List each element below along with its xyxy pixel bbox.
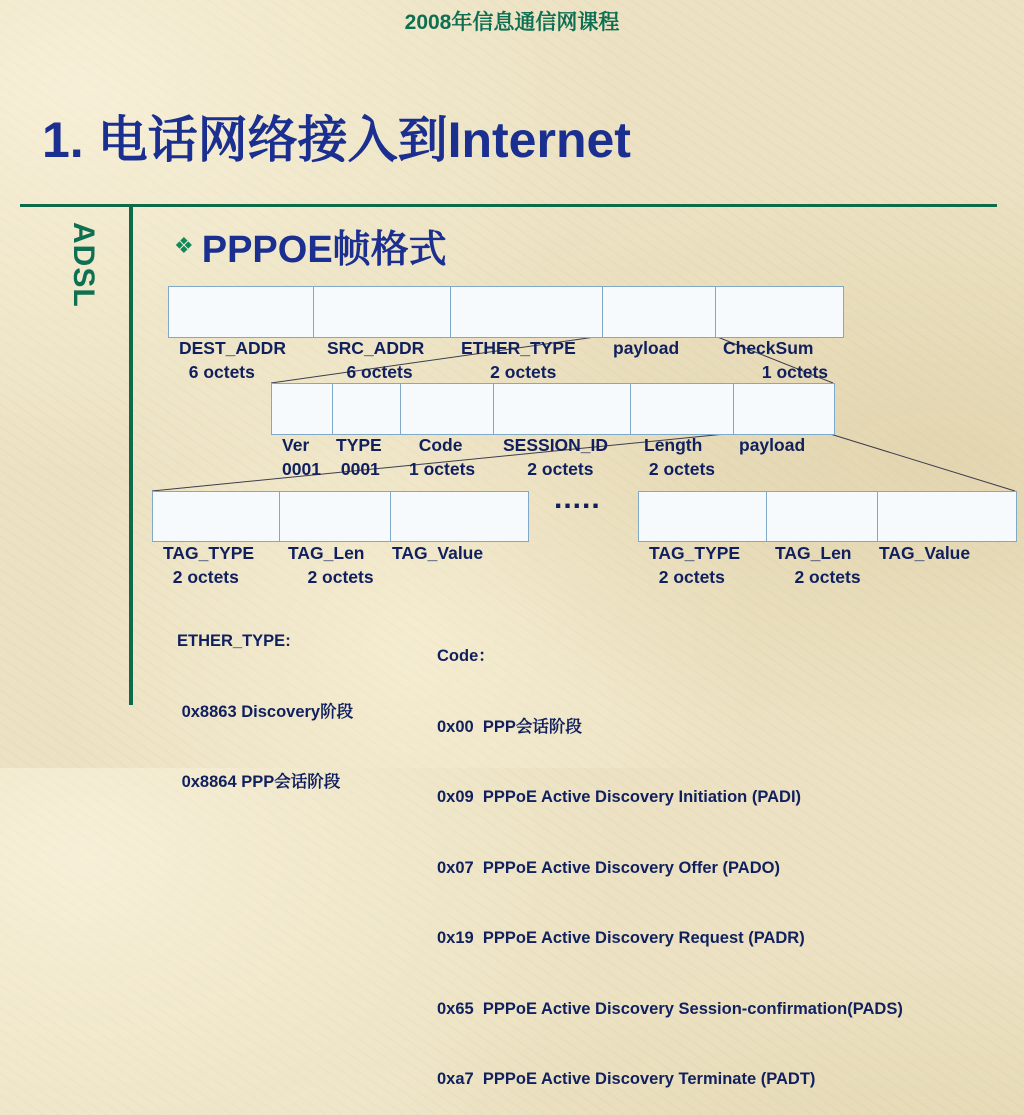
ether-type-line: 0x8863 Discovery阶段 (177, 702, 354, 721)
code-line: 0x09 PPPoE Active Discovery Initiation (PADI) (437, 788, 802, 806)
slide-title: 1. 电话网络接入到Internet (42, 112, 631, 168)
tag-fields-diagram-right (638, 491, 1017, 587)
field-ver: Ver 0001 (272, 384, 333, 434)
code-line: 0xa7 PPPoE Active Discovery Terminate (PADT) (437, 1070, 816, 1088)
diamond-bullet-icon: ❖ (174, 232, 194, 258)
course-title-banner: 2008年信息通信网课程 (404, 11, 620, 34)
side-label-adsl: ADSL (67, 222, 100, 308)
field-tag-type: TAG_TYPE 2 octets (153, 492, 280, 541)
field-tag-value: TAG_Value (392, 543, 484, 563)
field-dest-addr: DEST_ADDR 6 octets (169, 287, 314, 337)
ether-type-line: 0x8864 PPP会话阶段 (177, 773, 341, 791)
connector-payload-right-2 (827, 433, 1015, 491)
field-length: Length 2 octets (631, 384, 734, 434)
code-line: 0x00 PPP会话阶段 (437, 717, 582, 736)
field-checksum: CheckSum 1 octets (723, 338, 829, 382)
field-src-addr: SRC_ADDR 6 octets (314, 287, 451, 337)
field-session-id: SESSION_ID 2 octets (494, 384, 631, 434)
field-tag-len: TAG_Len 2 octets (767, 492, 878, 541)
field-payload: payload (603, 287, 716, 337)
bullet-text: PPPOE帧格式 (201, 229, 447, 271)
field-tag-len: TAG_Len 2 octets (280, 492, 391, 541)
code-heading: Code： (437, 647, 495, 665)
ethernet-frame-diagram (168, 286, 844, 382)
code-line: 0x65 PPPoE Active Discovery Session-confirmation(PADS) (437, 999, 903, 1018)
field-tag-type: TAG_TYPE 2 octets (639, 492, 767, 541)
code-line: 0x07 PPPoE Active Discovery Offer (PADO) (437, 858, 780, 877)
field-type: TYPE 0001 (333, 384, 401, 434)
pppoe-header-diagram (271, 383, 835, 479)
field-code: Code 1 octets (401, 384, 494, 434)
ether-type-heading: ETHER_TYPE: (177, 632, 291, 650)
field-payload: payload (739, 435, 806, 455)
code-values-note (437, 598, 903, 1115)
tag-fields-diagram-left (152, 491, 529, 587)
field-tag-value: TAG_Value (879, 543, 971, 563)
code-line: 0x19 PPPoE Active Discovery Request (PADR) (437, 929, 805, 947)
ether-type-note (177, 583, 353, 818)
field-ether-type: ETHER_TYPE 2 octets (451, 287, 603, 337)
ellipsis: ..... (554, 482, 601, 515)
